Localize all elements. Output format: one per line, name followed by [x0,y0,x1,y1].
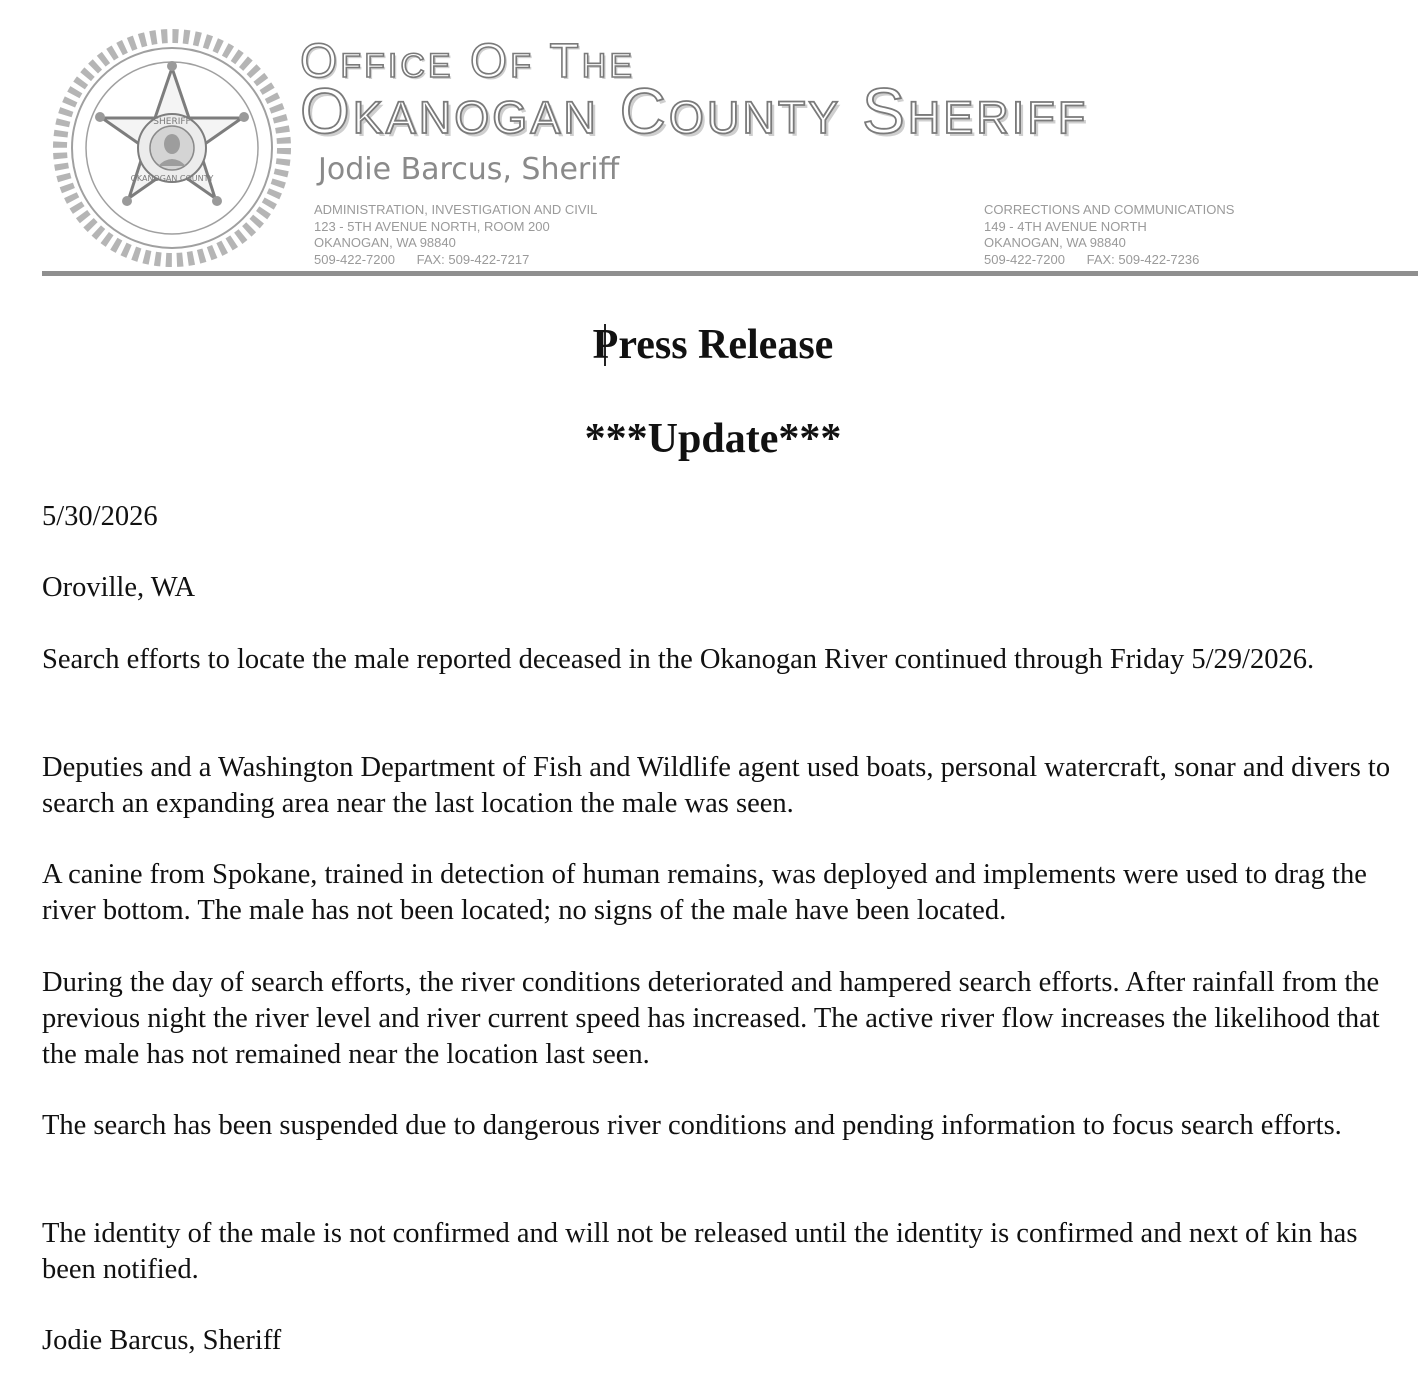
sheriff-seal-logo [46,26,298,270]
corrections-city: OKANOGAN, WA 98840 [984,235,1126,250]
letterhead-sheriff-name: Jodie Barcus, Sheriff [318,152,620,187]
letterhead-divider [42,271,1418,276]
paragraph[interactable]: A canine from Spokane, trained in detection of human remains, was deployed and implements were used to drag the river bottom. The male has not been located; no signs of the male have been located. [42,859,1367,926]
paragraph[interactable]: During the day of search efforts, the river conditions deteriorated and hampered search efforts. After rainfall from the previous night the river level and river current speed has increased. The active river flow increases the likelihood that the male has not remained near the location last seen. [42,967,1380,1070]
release-location[interactable]: Oroville, WA [42,572,196,603]
paragraph[interactable]: The identity of the male is not confirmed and will not be released until the identity is confirmed and next of kin has been notified. [42,1218,1358,1285]
corrections-address-block [984,202,1234,268]
corrections-contact [984,252,1234,269]
document-subtitle[interactable]: ***Update*** [584,416,842,462]
corrections-fax: FAX: 509-422-7236 [1086,251,1200,267]
seal-text-bottom: OKANOGAN COUNTY [130,174,214,183]
paragraph[interactable]: The search has been suspended due to dangerous river conditions and pending information to focus search efforts. [42,1110,1342,1141]
admin-street: 123 - 5TH AVENUE NORTH, ROOM 200 [314,218,550,234]
document-title[interactable]: Press Release [592,322,834,368]
release-date[interactable]: 5/30/2026 [42,501,158,532]
paragraph[interactable]: Search efforts to locate the male reported deceased in the Okanogan River continued through Friday 5/29/2026. [42,644,1315,675]
corrections-phone: 509-422-7200 [984,251,1065,267]
admin-contact [314,252,597,269]
letterhead [42,22,1418,270]
admin-fax: FAX: 509-422-7217 [416,251,530,267]
office-of-the-heading: Office Of The [300,35,636,88]
corrections-division: CORRECTIONS AND COMMUNICATIONS [984,202,1235,217]
seal-text-top: SHERIFF [153,117,191,127]
admin-division: ADMINISTRATION, INVESTIGATION AND CIVIL [314,202,598,217]
admin-city: OKANOGAN, WA 98840 [314,235,456,250]
corrections-street: 149 - 4TH AVENUE NORTH [984,218,1147,234]
agency-name-heading: Okanogan County Sheriff [300,75,1089,147]
signature[interactable]: Jodie Barcus, Sheriff [42,1325,282,1356]
paragraph[interactable]: Deputies and a Washington Department of Fish and Wildlife agent used boats, personal watercraft, sonar and divers to search an expanding area near the last location the male was seen. [42,752,1391,819]
admin-phone: 509-422-7200 [314,251,395,267]
admin-address-block [314,202,597,268]
